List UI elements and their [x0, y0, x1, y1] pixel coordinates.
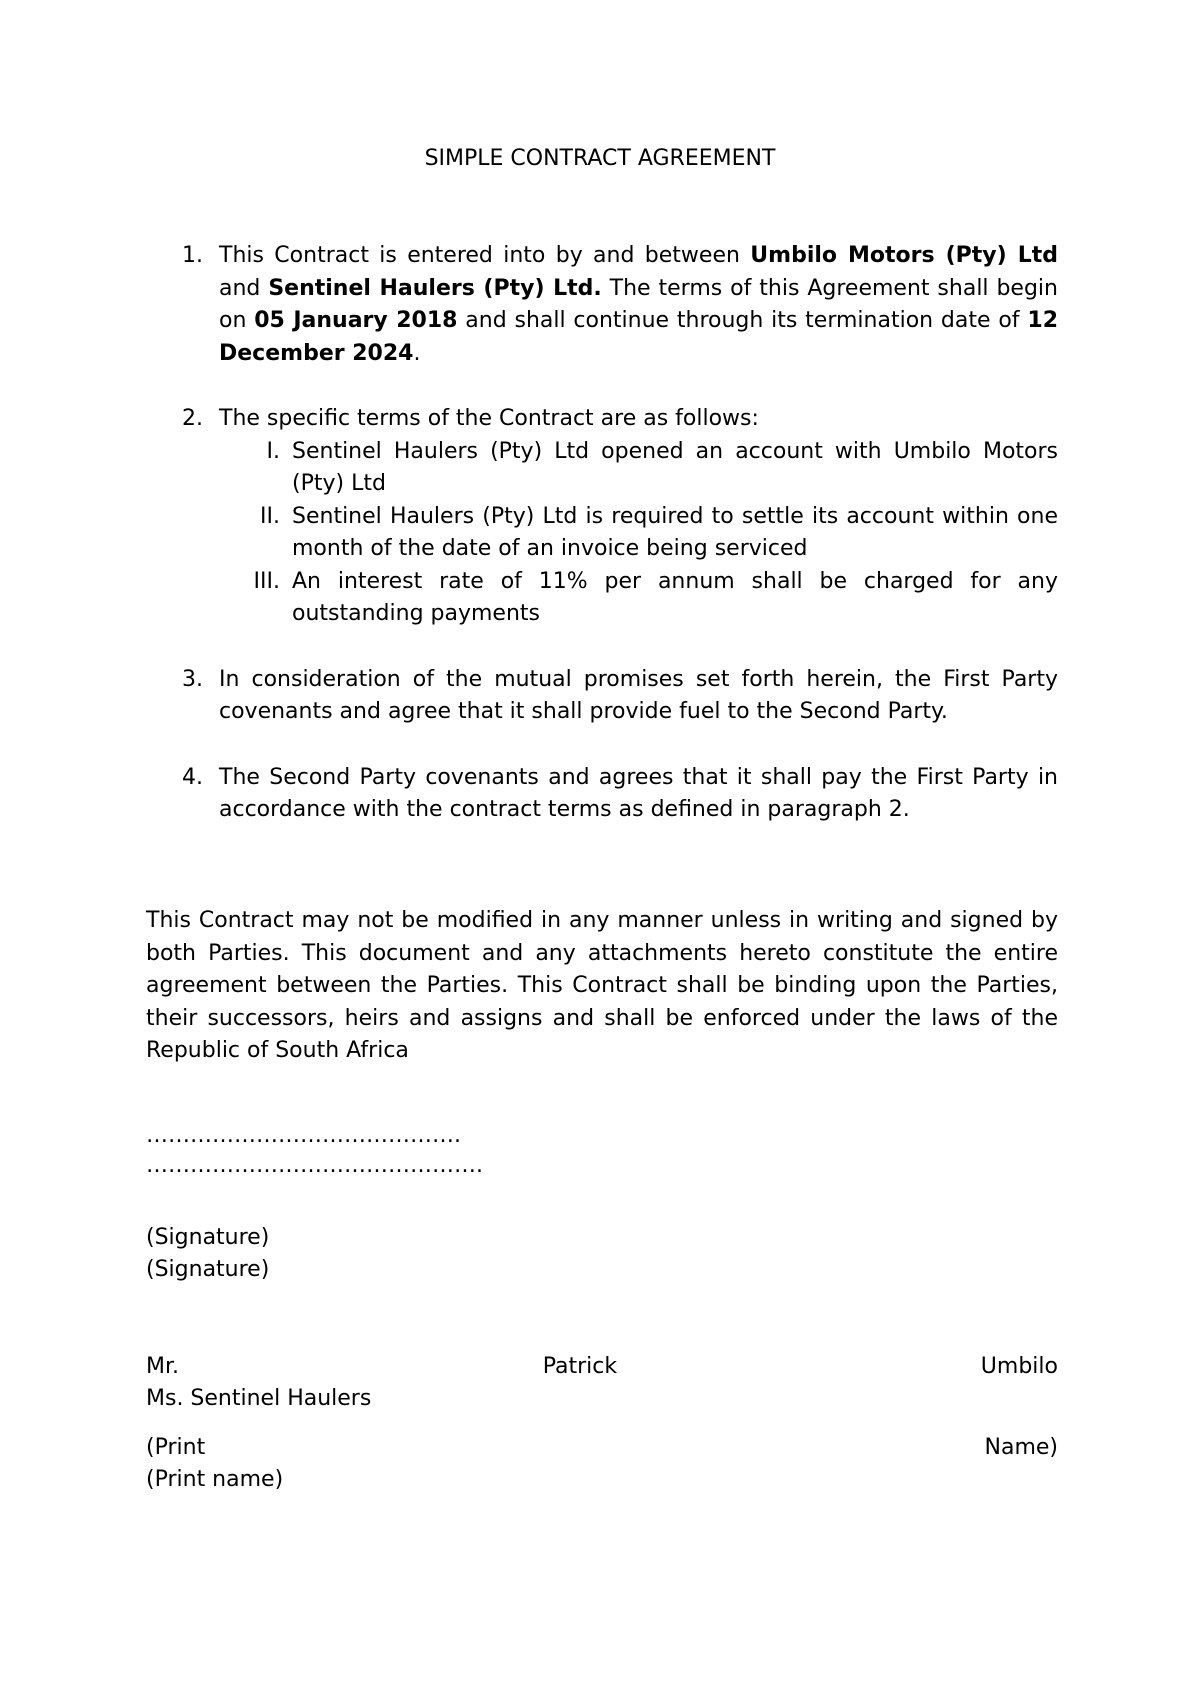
clause-number: 4.: [182, 764, 203, 790]
sub-clause-text: Sentinel Haulers (Pty) Ltd opened an account with Umbilo Motors (Pty) Ltd: [292, 438, 1058, 496]
print-name-word: Name): [984, 1435, 1058, 1460]
termination-date: 12 December 2024: [219, 308, 1059, 366]
party-two-name: Sentinel Haulers (Pty) Ltd.: [268, 275, 602, 301]
clause-text: This Contract is entered into by and between: [219, 243, 751, 268]
sub-clause: [219, 436, 1058, 501]
clause-number: 1.: [182, 243, 203, 268]
name-line: Ms. Sentinel Haulers: [146, 1386, 372, 1411]
clause-number: 2.: [182, 406, 203, 431]
signature-label: (Signature): [146, 1257, 270, 1282]
closing-paragraph: This Contract may not be modified in any manner unless in writing and signed by both Parties. This document and any attachments hereto constitute the entire agreement between the Parties. This Contract shall be binding upon the Parties, their successors, heirs and assigns and shall be enforced under the laws of the Republic of South Africa: [146, 908, 1058, 1063]
clause-list: [146, 240, 1058, 827]
clause-text: and shall continue through its termination date of: [457, 308, 1028, 333]
print-name-word: (Print: [146, 1435, 206, 1460]
name-word: Patrick: [542, 1354, 618, 1379]
print-name-line: [146, 1432, 1058, 1465]
roman-numeral: I.: [266, 438, 280, 464]
sub-clause: [219, 501, 1058, 566]
clause-3: [146, 664, 1058, 729]
name-word: Mr.: [146, 1354, 179, 1379]
clause-text: In consideration of the mutual promises set forth herein, the First Party covenants and agree that it shall provide fuel to the Second Party.: [219, 666, 1058, 724]
signature-dotted-line: …………………………………….: [146, 1123, 461, 1148]
party-one-name: Umbilo Motors (Pty) Ltd: [750, 243, 1058, 268]
roman-numeral: II.: [260, 503, 280, 529]
signature-dotted-line: ……………………………………….: [146, 1153, 483, 1178]
clause-text: .: [413, 340, 421, 366]
sub-clause-text: Sentinel Haulers (Pty) Ltd is required to settle its account within one month of the date of an invoice being serviced: [292, 503, 1058, 561]
clause-4: [146, 762, 1058, 827]
sub-clause-text: An interest rate of 11% per annum shall be charged for any outstanding payments: [292, 568, 1058, 626]
print-name-line: (Print name): [146, 1467, 284, 1492]
clause-1: [146, 240, 1058, 370]
clause-intro: The specific terms of the Contract are as follows:: [219, 406, 759, 431]
sub-clause: [219, 566, 1058, 631]
clause-text: and: [219, 275, 269, 301]
document-title: SIMPLE CONTRACT AGREEMENT: [424, 146, 776, 171]
start-date: 05 January 2018: [254, 308, 458, 333]
clause-text: The terms of this Agreement shall begin on: [219, 275, 1058, 333]
clause-2: [146, 403, 1058, 631]
name-line: [146, 1351, 1058, 1384]
clause-text: The Second Party covenants and agrees that it shall pay the First Party in accordance with the contract terms as defined in paragraph 2.: [219, 764, 1058, 822]
roman-numeral: III.: [253, 568, 280, 594]
signature-label: (Signature): [146, 1225, 270, 1250]
name-word: Umbilo: [980, 1354, 1058, 1379]
clause-number: 3.: [182, 666, 203, 692]
